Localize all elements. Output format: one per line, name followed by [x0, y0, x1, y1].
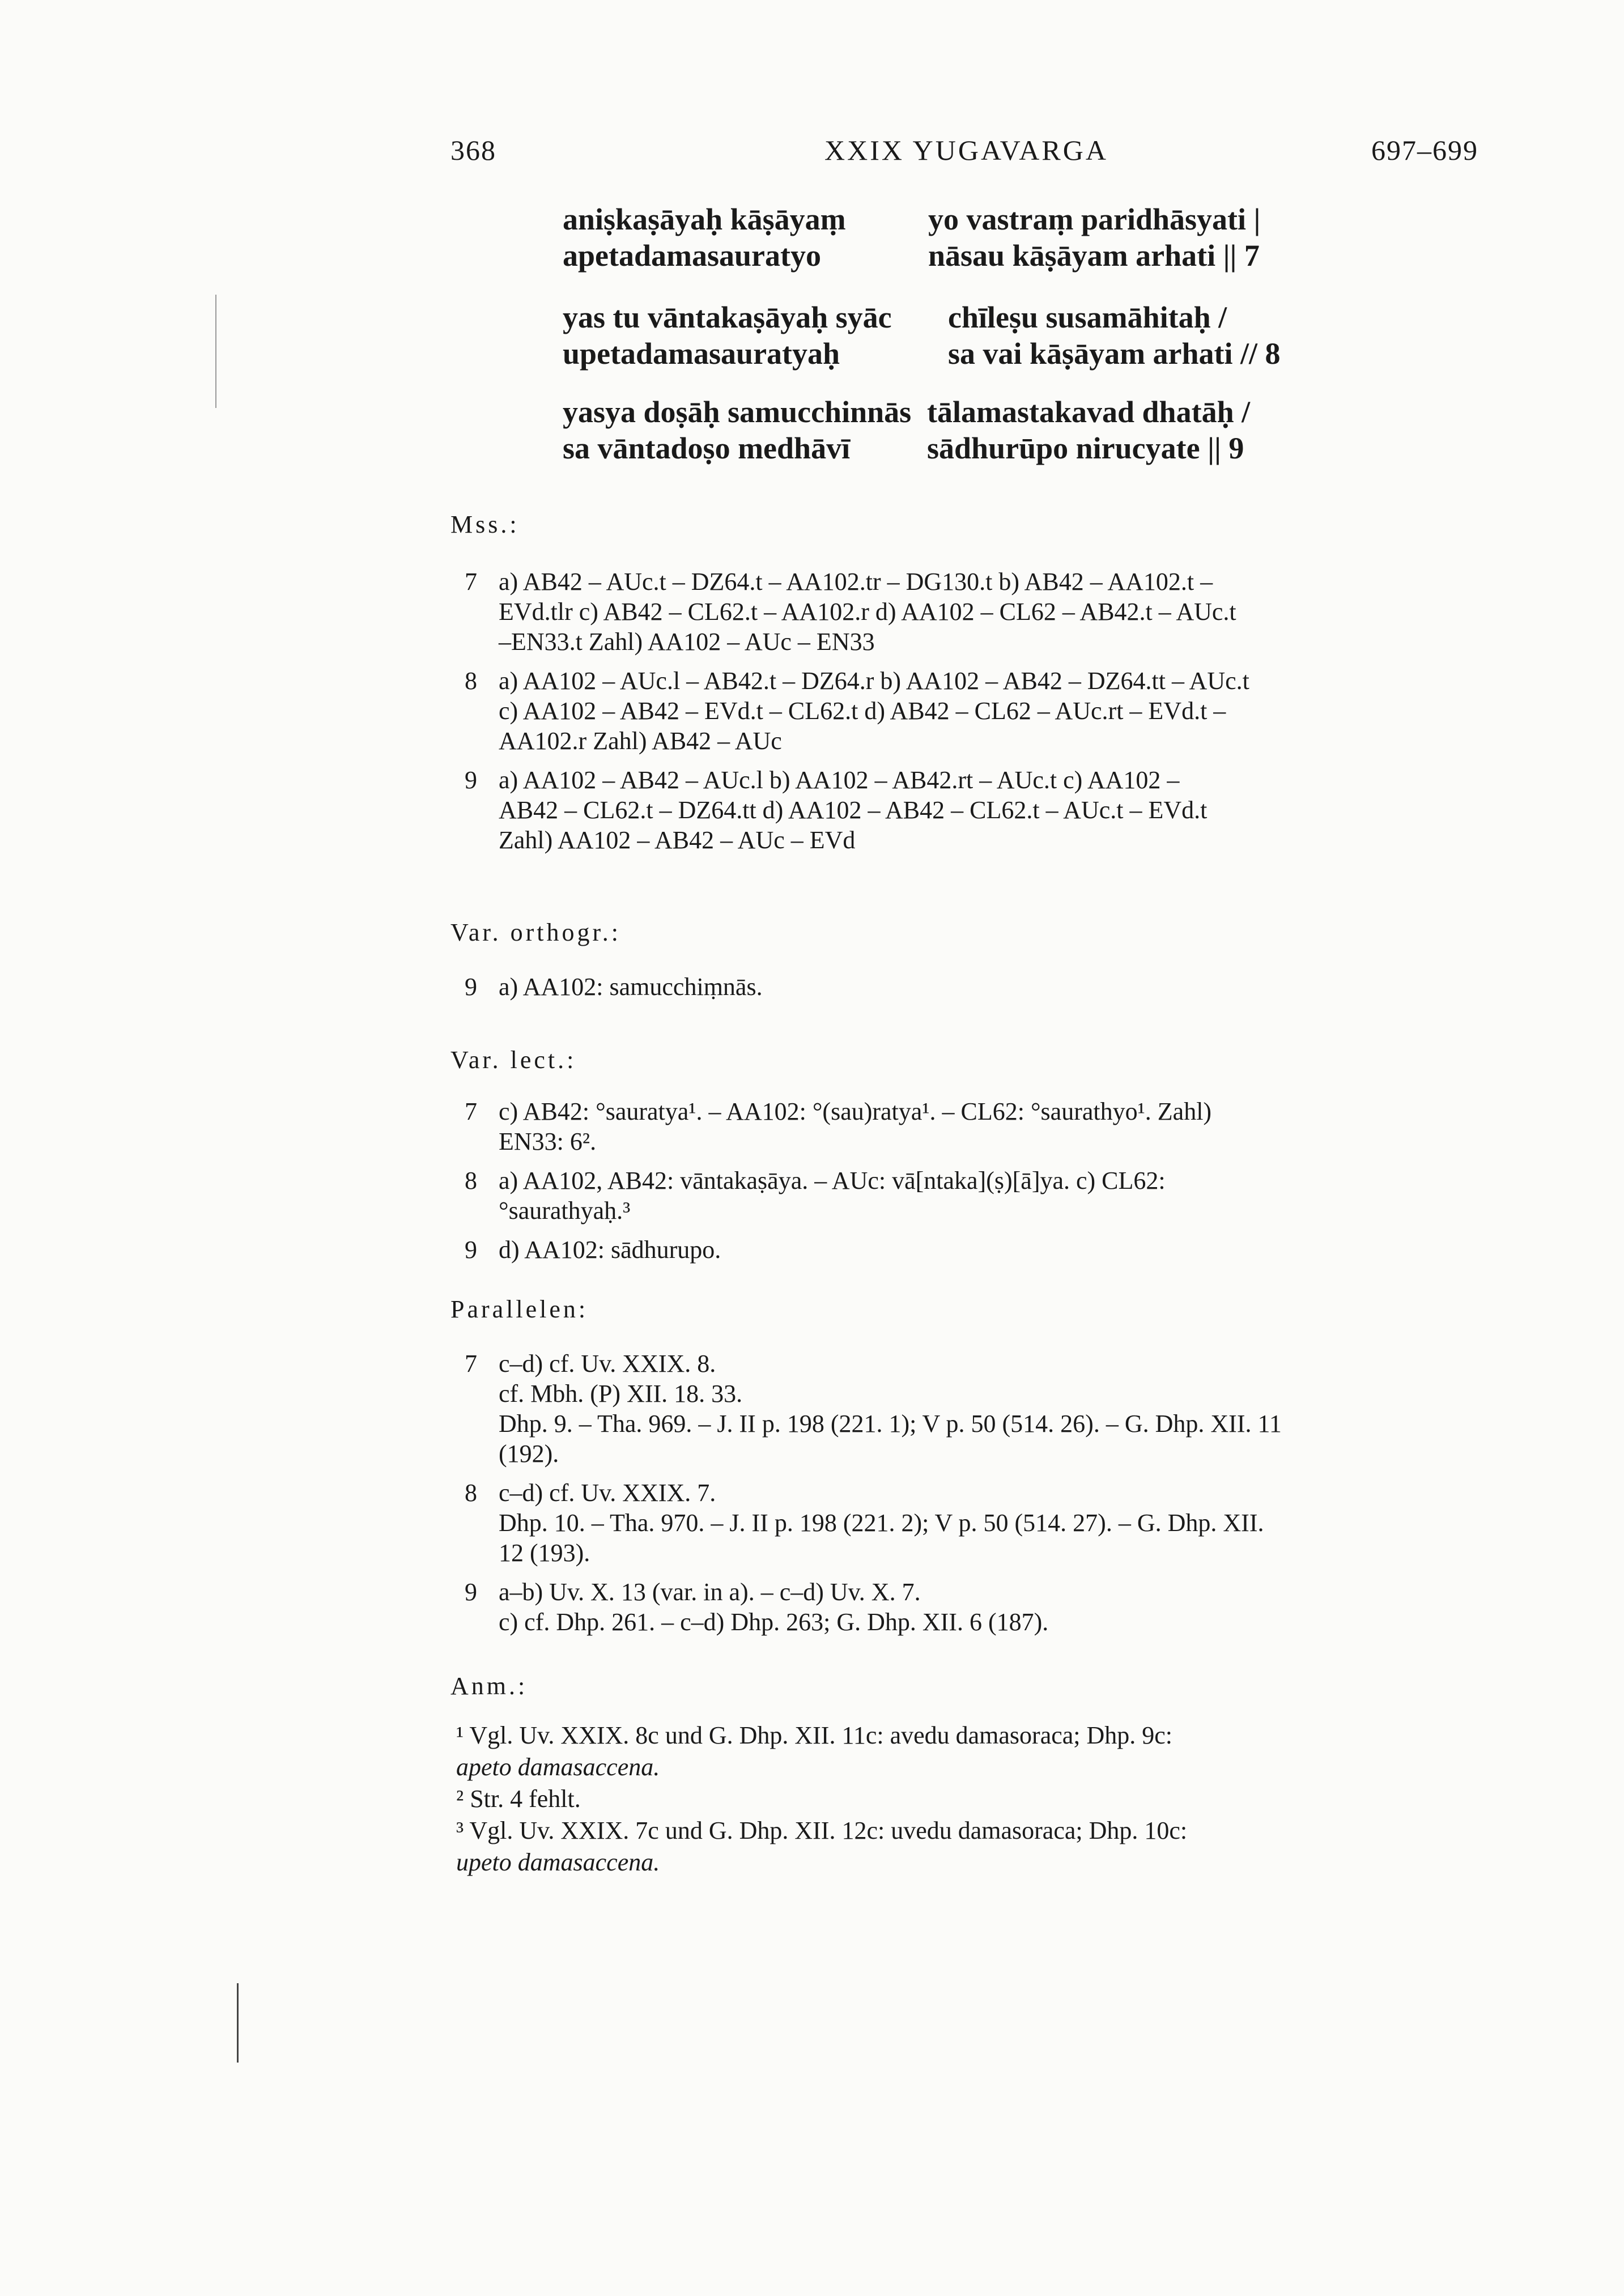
- var-lect-entry-9: [465, 1235, 1507, 1265]
- pada-cd: nāsau kāṣāyam arhati || 7: [928, 239, 1260, 273]
- section-title-var-orthogr: Var. orthogr.:: [450, 919, 621, 946]
- section-title-parallelen: Parallelen:: [450, 1295, 589, 1323]
- entry-line: a) AA102, AB42: vāntakaṣāya. – AUc: vā[ntaka](ṣ)[ā]ya. c) CL62:: [499, 1167, 1166, 1194]
- verse-number: 9: [465, 973, 477, 1001]
- parallelen-block: [465, 1349, 1507, 1646]
- entry-line: –EN33.t Zahl) AA102 – AUc – EN33: [499, 628, 875, 656]
- verse-number: 9: [465, 1578, 477, 1606]
- footnote-line: ³ Vgl. Uv. XXIX. 7c und G. Dhp. XII. 12c: uvedu damasoraca; Dhp. 10c:: [456, 1817, 1188, 1844]
- parallelen-entry-7: [465, 1349, 1507, 1469]
- entry-line: Zahl) AA102 – AB42 – AUc – EVd: [499, 826, 856, 854]
- var-lect-entry-7: [465, 1096, 1507, 1156]
- entry-line: c) AB42: °sauratya¹. – AA102: °(sau)ratya¹. – CL62: °saurathyo¹. Zahl): [499, 1098, 1212, 1125]
- entry-line: a) AA102 – AUc.l – AB42.t – DZ64.r b) AA102 – AB42 – DZ64.tt – AUc.t: [499, 667, 1249, 695]
- entry-line: AA102.r Zahl) AB42 – AUc: [499, 727, 782, 755]
- section-title-var-lect: Var. lect.:: [450, 1046, 577, 1074]
- pada-ab: yasya doṣāḥ samucchinnās: [563, 395, 912, 429]
- entry-line: c) AA102 – AB42 – EVd.t – CL62.t d) AB42 – CL62 – AUc.rt – EVd.t –: [499, 697, 1226, 725]
- verse-number: 8: [465, 667, 477, 695]
- parallelen-entry-9: [465, 1577, 1507, 1637]
- entry-line: EVd.tlr c) AB42 – CL62.t – AA102.r d) AA102 – CL62 – AB42.t – AUc.t: [499, 598, 1236, 626]
- entry-line: c–d) cf. Uv. XXIX. 7.: [499, 1479, 716, 1507]
- mss-entry-8: [465, 666, 1507, 756]
- verse-number: 9: [465, 766, 477, 794]
- page-number: 368: [450, 134, 496, 166]
- var-lect-block: [465, 1096, 1507, 1274]
- entry-line: a) AA102 – AB42 – AUc.l b) AA102 – AB42.rt – AUc.t c) AA102 –: [499, 766, 1180, 794]
- entry-line: Dhp. 9. – Tha. 969. – J. II p. 198 (221. 1); V p. 50 (514. 26). – G. Dhp. XII. 11: [499, 1410, 1282, 1438]
- section-title-anm: Anm.:: [450, 1672, 528, 1700]
- section-title-mss: Mss.:: [450, 511, 520, 538]
- mss-block: [465, 567, 1507, 864]
- pada-cd: tālamastakavad dhatāḥ /: [927, 395, 1251, 429]
- verse-number: 8: [465, 1479, 477, 1507]
- chapter-title: XXIX YUGAVARGA: [824, 134, 1108, 166]
- pada-cd: sādhurūpo nirucyate || 9: [927, 431, 1244, 465]
- pada-cd: yo vastraṃ paridhāsyati |: [928, 202, 1261, 236]
- mss-entry-9: [465, 765, 1507, 855]
- verse-number: 9: [465, 1236, 477, 1264]
- pada-ab: upetadamasauratyaḥ: [563, 337, 840, 371]
- pada-cd: chīleṣu susamāhitaḥ /: [948, 300, 1227, 334]
- var-lect-entry-8: [465, 1166, 1507, 1226]
- entry-line: a) AB42 – AUc.t – DZ64.t – AA102.tr – DG130.t b) AB42 – AA102.t –: [499, 568, 1213, 596]
- entry-line: a–b) Uv. X. 13 (var. in a). – c–d) Uv. X. 7.: [499, 1578, 921, 1606]
- pada-ab: yas tu vāntakaṣāyaḥ syāc: [563, 300, 892, 334]
- verse-number: 8: [465, 1167, 477, 1194]
- entry-line: AB42 – CL62.t – DZ64.tt d) AA102 – AB42 – CL62.t – AUc.t – EVd.t: [499, 796, 1208, 824]
- footnote-line: upeto damasaccena.: [456, 1848, 660, 1876]
- scan-edge-mark: [237, 1983, 239, 2063]
- footnote-line: ¹ Vgl. Uv. XXIX. 8c und G. Dhp. XII. 11c: avedu damasoraca; Dhp. 9c:: [456, 1721, 1173, 1749]
- pada-ab: apetadamasauratyo: [563, 239, 821, 273]
- scan-edge-mark: [215, 295, 216, 408]
- entry-line: a) AA102: samucchiṃnās.: [499, 973, 763, 1001]
- entry-line: d) AA102: sādhurupo.: [499, 1236, 721, 1264]
- verse-number: 7: [465, 568, 477, 596]
- mss-entry-7: [465, 567, 1507, 657]
- parallelen-entry-8: [465, 1478, 1507, 1568]
- entry-line: EN33: 6².: [499, 1128, 597, 1155]
- var-orthogr-block: [465, 972, 1507, 1011]
- entry-line: c–d) cf. Uv. XXIX. 8.: [499, 1350, 716, 1377]
- entry-line: (192).: [499, 1440, 559, 1468]
- entry-line: c) cf. Dhp. 261. – c–d) Dhp. 263; G. Dhp. XII. 6 (187).: [499, 1608, 1049, 1636]
- footnote-line: ² Str. 4 fehlt.: [456, 1785, 581, 1813]
- footnotes: [456, 1720, 1507, 1878]
- pada-ab: aniṣkaṣāyaḥ kāṣāyaṃ: [563, 202, 846, 236]
- footnote-line: apeto damasaccena.: [456, 1753, 660, 1781]
- running-header: [0, 134, 1624, 173]
- verse-number: 7: [465, 1350, 477, 1377]
- pada-ab: sa vāntadoṣo medhāvī: [563, 431, 851, 465]
- entry-line: °saurathyaḥ.³: [499, 1197, 631, 1224]
- pada-cd: sa vai kāṣāyam arhati // 8: [948, 337, 1281, 371]
- entry-line: 12 (193).: [499, 1539, 590, 1567]
- entry-line: Dhp. 10. – Tha. 970. – J. II p. 198 (221. 2); V p. 50 (514. 27). – G. Dhp. XII.: [499, 1509, 1264, 1537]
- verse-number: 7: [465, 1098, 477, 1125]
- entry-line: cf. Mbh. (P) XII. 18. 33.: [499, 1380, 743, 1408]
- var-orthogr-entry-9: [465, 972, 1507, 1002]
- verse-range: 697–699: [1371, 134, 1478, 166]
